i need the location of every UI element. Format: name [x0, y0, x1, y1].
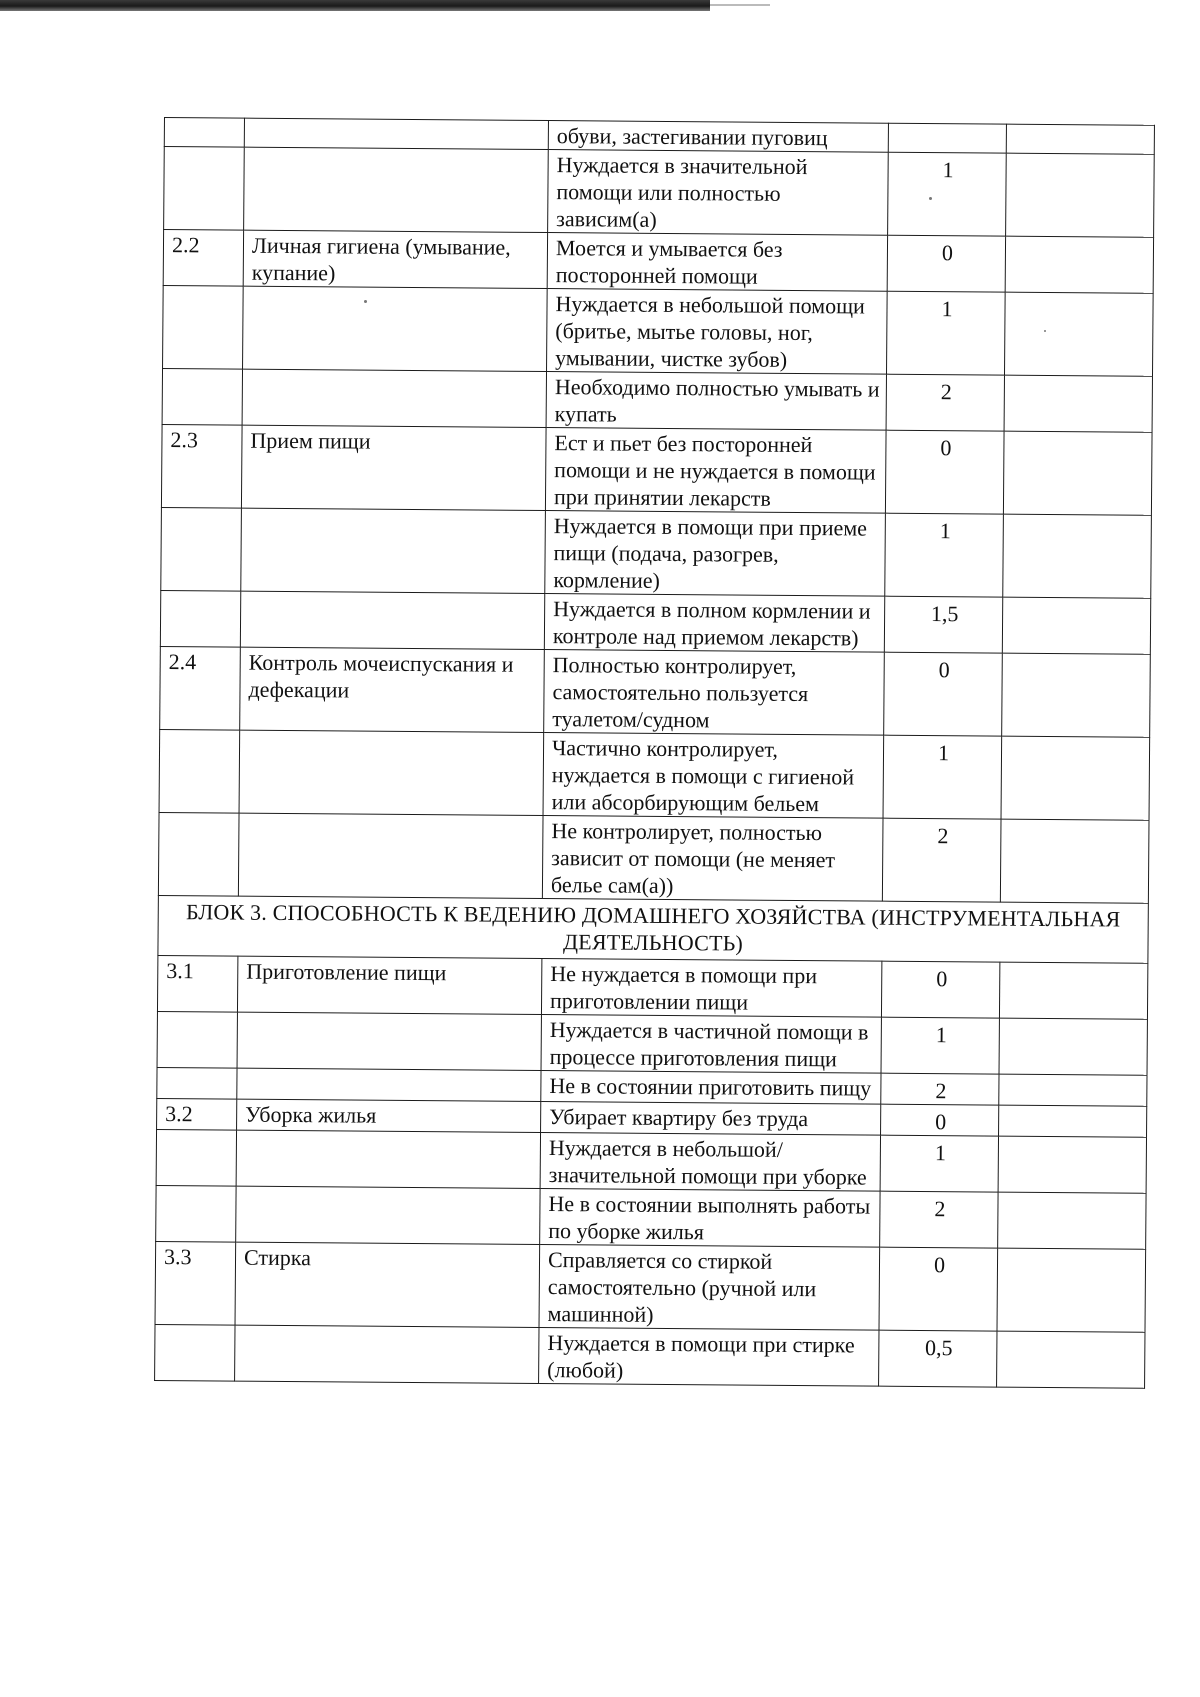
mark-cell: [997, 1248, 1146, 1332]
table-row: [155, 1324, 1145, 1388]
item-number-cell: [162, 368, 242, 425]
assessment-page: [154, 117, 1154, 1389]
score-cell: 1: [885, 513, 1004, 597]
description-cell: обуви, застегивании пуговиц: [548, 121, 888, 153]
score-cell: 0: [885, 430, 1004, 514]
criterion-cell: Контроль мочеиспускания и дефекации: [240, 647, 545, 732]
mark-cell: [999, 1105, 1147, 1137]
item-number-cell: [155, 1324, 235, 1381]
score-cell: 1,5: [884, 596, 1002, 653]
item-number-cell: 2.2: [163, 230, 243, 287]
table-row: [161, 507, 1152, 598]
item-number-cell: [157, 1067, 237, 1099]
mark-cell: [1001, 736, 1150, 820]
item-number-cell: 2.3: [161, 424, 242, 508]
table-row: [163, 230, 1153, 294]
score-cell: 0,5: [879, 1330, 997, 1387]
scan-edge-bar: [0, 0, 710, 11]
criterion-cell: [238, 813, 543, 898]
criterion-cell: Приготовление пищи: [237, 956, 541, 1014]
score-cell: 1: [881, 1017, 999, 1074]
table-row: [155, 1241, 1146, 1332]
item-number-cell: [156, 1185, 236, 1242]
mark-cell: [1002, 597, 1150, 654]
table-row: [157, 1011, 1147, 1075]
table-row: [159, 729, 1150, 820]
item-number-cell: [160, 590, 240, 647]
description-cell: Нуждается в помощи при приеме пищи (подача, разогрев, кормление): [545, 511, 886, 597]
description-cell: Не в состоянии приготовить пищу: [541, 1070, 881, 1104]
description-cell: Ест и пьет без посторонней помощи и не нуждается в помощи при принятии лекарств: [545, 428, 886, 514]
table-row: [156, 1129, 1146, 1193]
score-cell: 0: [887, 235, 1005, 292]
scan-edge-bar-tail: [710, 4, 770, 6]
block2-rows: [158, 118, 1154, 904]
description-cell: Нуждается в небольшой помощи (бритье, мытье головы, ног, умывании, чистке зубов): [547, 289, 888, 375]
description-cell: Полностью контролирует, самостоятельно пользуется туалетом/судном: [544, 650, 885, 736]
score-cell: 1: [887, 291, 1006, 375]
score-cell: 2: [882, 818, 1001, 902]
assessment-table: [154, 117, 1155, 1389]
item-number-cell: 3.1: [157, 955, 237, 1012]
score-cell: 0: [884, 652, 1003, 736]
score-cell: 0: [881, 961, 999, 1018]
score-cell: 2: [886, 374, 1004, 431]
item-number-cell: [164, 118, 244, 148]
mark-cell: [1005, 236, 1153, 293]
mark-cell: [999, 962, 1147, 1019]
mark-cell: [1000, 819, 1149, 903]
block3-header: [158, 895, 1148, 963]
description-cell: Нуждается в полном кормлении и контроле над приемом лекарств): [544, 594, 884, 653]
criterion-cell: Личная гигиена (умывание, купание): [243, 230, 547, 288]
description-cell: Убирает квартиру без труда: [541, 1101, 881, 1135]
description-cell: Нуждается в частичной помощи в процессе приготовления пищи: [541, 1014, 881, 1073]
description-cell: Моется и умывается без посторонней помощи: [547, 233, 887, 292]
criterion-cell: Стирка: [235, 1242, 540, 1327]
description-cell: Необходимо полностью умывать и купать: [546, 372, 886, 431]
mark-cell: [1006, 153, 1155, 237]
table-row: [160, 590, 1150, 654]
score-cell: 0: [881, 1104, 999, 1136]
criterion-cell: [243, 286, 548, 371]
mark-cell: [1004, 292, 1153, 376]
mark-cell: [1002, 653, 1151, 737]
item-number-cell: 3.3: [155, 1241, 236, 1325]
table-row: [156, 1185, 1146, 1249]
criterion-cell: [244, 147, 549, 232]
item-number-cell: [159, 729, 240, 813]
criterion-cell: [236, 1130, 540, 1188]
criterion-cell: [240, 591, 544, 649]
score-cell: 2: [880, 1191, 998, 1248]
mark-cell: [1006, 124, 1154, 154]
criterion-cell: [236, 1186, 540, 1244]
description-cell: Не контролирует, полностью зависит от помощи (не меняет белье сам(а)): [542, 815, 883, 901]
mark-cell: [1003, 514, 1152, 598]
criterion-cell: [244, 118, 548, 149]
table-row: [164, 147, 1155, 238]
table-row: [157, 955, 1147, 1019]
mark-cell: [1004, 375, 1152, 432]
description-cell: Не нуждается в помощи при приготовлении пищи: [541, 958, 881, 1017]
table-row: [160, 646, 1151, 737]
description-cell: Нуждается в помощи при стирке (любой): [539, 1327, 879, 1386]
item-number-cell: [164, 147, 245, 231]
score-cell: [888, 123, 1006, 153]
table-row: [162, 368, 1152, 432]
score-cell: 1: [883, 735, 1002, 819]
description-cell: Нуждается в небольшой/значительной помощи при уборке: [540, 1132, 880, 1191]
description-cell: Частично контролирует, нуждается в помощи с гигиеной или абсорбирующим бельем: [543, 733, 884, 819]
mark-cell: [998, 1136, 1146, 1193]
item-number-cell: 3.2: [157, 1098, 237, 1130]
table-row: [158, 812, 1149, 903]
block3-rows: [155, 955, 1148, 1388]
mark-cell: [999, 1018, 1147, 1075]
item-number-cell: [158, 812, 239, 896]
criterion-cell: [235, 1325, 539, 1383]
block3-title: БЛОК 3. СПОСОБНОСТЬ К ВЕДЕНИЮ ДОМАШНЕГО ХОЗЯЙСТВА (ИНСТРУМЕНТАЛЬНАЯ ДЕЯТЕЛЬНОСТЬ): [158, 895, 1148, 963]
score-cell: 1: [880, 1135, 998, 1192]
criterion-cell: [242, 369, 546, 427]
criterion-cell: [239, 730, 544, 815]
mark-cell: [998, 1192, 1146, 1249]
mark-cell: [997, 1331, 1145, 1388]
score-cell: 1: [888, 152, 1007, 236]
criterion-cell: [237, 1068, 541, 1101]
description-cell: Справляется со стиркой самостоятельно (ручной или машинной): [539, 1244, 880, 1330]
item-number-cell: [161, 507, 242, 591]
item-number-cell: [163, 285, 244, 369]
description-cell: Не в состоянии выполнять работы по уборке жилья: [540, 1188, 880, 1247]
score-cell: 0: [879, 1247, 998, 1331]
mark-cell: [1003, 431, 1152, 515]
mark-cell: [999, 1074, 1147, 1106]
item-number-cell: 2.4: [160, 646, 241, 730]
item-number-cell: [157, 1011, 237, 1068]
criterion-cell: Прием пищи: [241, 425, 546, 510]
table-row: [161, 424, 1152, 515]
description-cell: Нуждается в значительной помощи или полностью зависим(а): [548, 150, 889, 236]
criterion-cell: Уборка жилья: [237, 1099, 541, 1132]
table-row: [163, 285, 1154, 376]
item-number-cell: [156, 1129, 236, 1186]
criterion-cell: [241, 508, 546, 593]
criterion-cell: [237, 1012, 541, 1070]
score-cell: 2: [881, 1073, 999, 1105]
